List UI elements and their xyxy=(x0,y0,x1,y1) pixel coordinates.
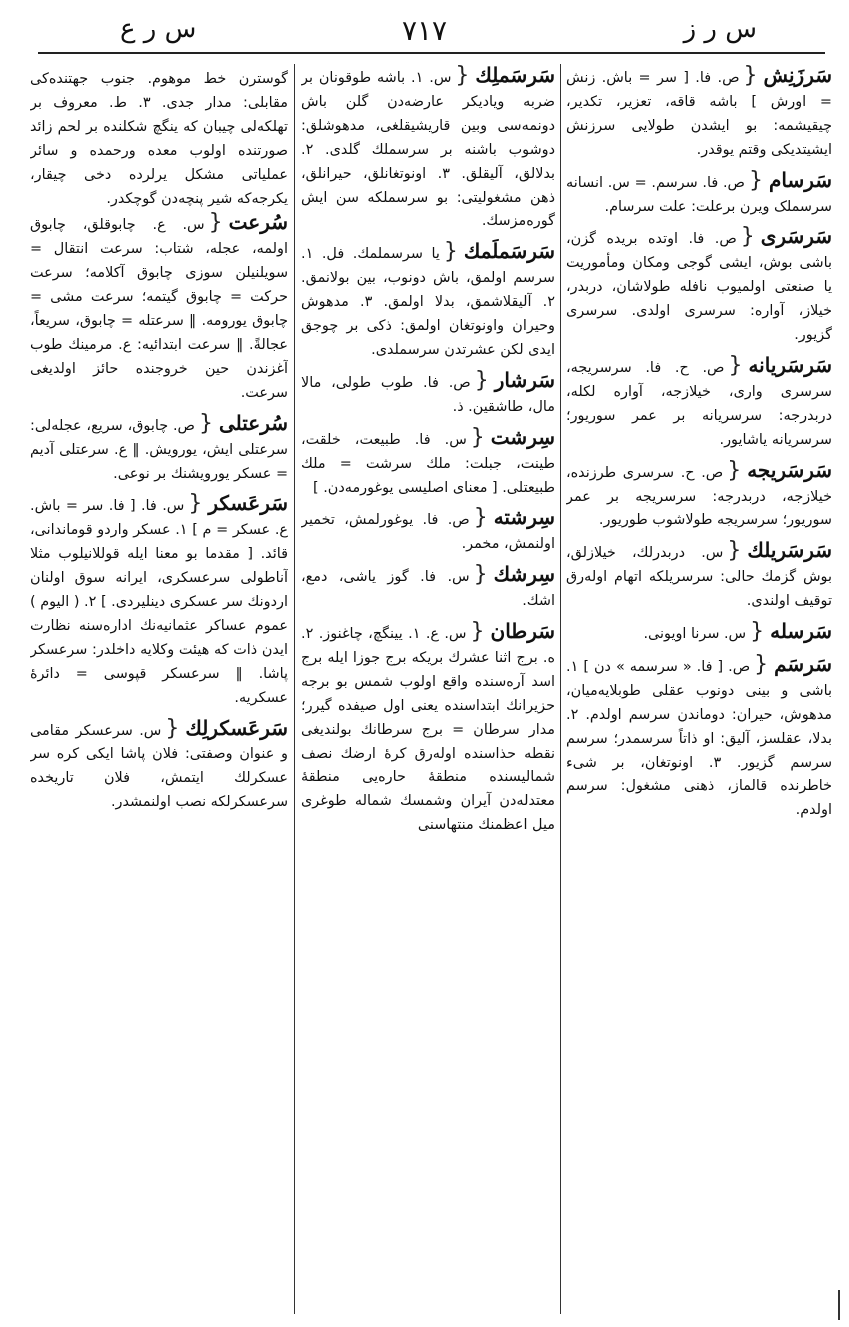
headword: سِرشت xyxy=(490,424,555,449)
brace: { xyxy=(473,562,488,588)
brace: { xyxy=(443,239,458,265)
definition: ص. ح. سرسری طرزنده، خیلازجه، دربدرجه: سرسریجه بر عمر سوریور؛ سرسریجه طولاشوب طوریور. xyxy=(566,464,832,529)
dictionary-entry xyxy=(301,240,555,363)
dictionary-entry xyxy=(301,426,555,501)
brace: { xyxy=(748,167,763,193)
definition: ص. ح. فا. سرسریجه، سرسری واری، خیلازجه، آواره لکله، دربدرجه: سرسریانه بر عمر سوریور؛ سرسریانه یاشایور. xyxy=(566,359,832,448)
page-number: ٧١٧ xyxy=(401,14,448,47)
definition: ص. فا. یوغورلمش، تخمیر اولنمش، مخمر. xyxy=(301,512,555,553)
brace: { xyxy=(208,210,223,236)
brace: { xyxy=(743,64,758,88)
dictionary-entry xyxy=(566,225,832,348)
column-divider xyxy=(294,64,295,1314)
definition: س. سرنا اویونی. xyxy=(643,626,747,643)
definition: س. فا. [ فا. سر = باش. ع. عسکر = م ] ١. عسکر واردو قوماندانی، قائد. [ مقدما بو معنا ایله قوللانیلوب مثلا آناطولی سرعسکری، ایرانه سوق اولنان اردونك سر عسکری دینلیردی. ] ٢. ( الیوم ) عموم عساکر عثمانیه‌نك اداره‌سنه نظارت ایدن ذات که هیئت وکلایه داخلدر: سرعسکر پاشا. ‖ سرعسکر قپوسی = دائرهٔ عسکریه. xyxy=(30,498,288,706)
definition: س. ١. باشه طوقونان بر ضربه ویادیکر عارضه‌دن گلن باش دونمه‌سی وبین قاریشیقلغی، مدهوشلق: دوشوب باشنه بر سرسملك گلدی. ٢. بدلالق، آلیقلق. ٣. اونوتغانلق، حیرانلق، ذهن مشغولیتی: بو سرسملکه سن ایش گوره‌مزسك. xyxy=(301,70,555,230)
definition: ص. فا. سرسم. = س. انسانه سرسملک ویرن برعلت: علت سرسام. xyxy=(566,174,832,215)
headword: سَرسَملَمك xyxy=(463,239,555,264)
column-left xyxy=(30,64,288,1314)
column-divider xyxy=(560,64,561,1314)
headword: سَرشار xyxy=(494,367,555,392)
headword: سَرسَریلك xyxy=(747,538,832,563)
brace: { xyxy=(473,505,488,531)
header-letters-right: س ر ز xyxy=(683,14,757,44)
brace: { xyxy=(165,715,180,741)
dictionary-entry xyxy=(566,169,832,220)
dictionary-entry-continued xyxy=(30,68,288,211)
headword: سَرطان xyxy=(490,619,555,644)
brace: { xyxy=(470,619,485,645)
page-edge-mark xyxy=(838,1290,840,1320)
definition: س. سرعسکر مقامی و عنوان وصفتی: فلان پاشا ایکی کره سر عسکرلك ایتمش، فلان تاریخده سرعسکرلکه نصب اولنمشدر. xyxy=(30,722,288,811)
dictionary-entry xyxy=(566,354,832,453)
dictionary-entry xyxy=(301,64,555,234)
brace: { xyxy=(188,491,203,517)
definition: س. دربدرلك، خیلازلق، بوش گزمك حالی: سرسریلکه اتهام اوله‌رق توقیف اولندی. xyxy=(566,545,832,610)
headword: سَرسله xyxy=(770,619,832,644)
brace: { xyxy=(754,651,769,677)
brace: { xyxy=(474,367,489,393)
headword: سَرعَسکرلِك xyxy=(185,715,288,740)
definition: گوسترن خط موهوم. جنوب جهتنده‌کی مقابلی: مدار جدی. ٣. ط. معروف بر تهلکه‌لی چیبان که ینگچ شکلنده بر لحم زائد صورتنده اولوب معده ورحمده و سائر عملیاتی مشکل یرلرده دخی چیقار، یکرجه‌که شیر پنچه‌دن گوچکدر. xyxy=(30,71,288,207)
definition: س. ع. چابوقلق، چابوق اولمه، عجله، شتاب: سرعت انتقال = سویلنیلن سوزی چابوق آکلامه؛ سرعت حرکت = چابوق گیتمه؛ سرعت مشی = چابوق یورومه. ‖ سرعتله = چابوق، سریعاً، عجالةً. ‖ سرعت ابتدائیه: ع. مرمینك طوب آغزندن حین خروجنده حائز اولدیغی سرعت. xyxy=(30,217,288,401)
dictionary-entry xyxy=(30,412,288,487)
headword: سَرسَملِك xyxy=(475,64,555,87)
dictionary-entry xyxy=(301,620,555,838)
dictionary-entry xyxy=(566,539,832,614)
definition: س. فا. گوز یاشی، دمع، اشك. xyxy=(301,569,555,610)
headword: سِرشك xyxy=(493,562,555,587)
definition: س. فا. طبیعت، خلقت، طینت، جبلت: ملك سرشت = ملك طبیعتلی. [ معنای اصلیسی یوغورمه‌دن. ] xyxy=(301,431,555,496)
column-right xyxy=(566,64,832,1314)
headword: سَرعَسکر xyxy=(208,491,288,516)
dictionary-entry xyxy=(30,211,288,405)
dictionary-entry xyxy=(301,506,555,557)
headword: سَرسَری xyxy=(760,224,832,249)
headword: سَرسَریانه xyxy=(748,352,832,377)
dictionary-entry xyxy=(30,492,288,710)
dictionary-entry xyxy=(301,563,555,614)
dictionary-entry xyxy=(566,653,832,823)
headword: سُرعتلی xyxy=(218,410,288,435)
headword: سَرسَم xyxy=(774,651,832,676)
headword: سَرزَنِش xyxy=(763,64,832,87)
dictionary-entry xyxy=(566,64,832,163)
definition: ص. فا. طوب طولی، مالا مال، طاشقین. ذ. xyxy=(301,374,555,415)
headword: سَرسام xyxy=(768,167,832,192)
brace: { xyxy=(750,619,765,645)
headword: سَرسَریجه xyxy=(747,457,832,482)
definition: ص. فا. اوتده بریده گزن، باشی بوش، ایشی گوجی ومکان ومأموریت یا صنعتی اولمیوب نافله طولاشان، دربدر، خیلاز، آواره: سرسری اولدی. سرسری گزیور. xyxy=(566,231,832,344)
definition: یا سرسملمك. فل. ١. سرسم اولمق، باش دونوب، بین بولانمق. ٢. آلیقلاشمق، بدلا اولمق. ٣. مدهوش وحیران واونوتغان اولمق: ذکی بر چوجق ایدی لکن عشرتدن سرسملدی. xyxy=(301,246,555,358)
dictionary-entry xyxy=(301,369,555,420)
headword: سِرشته xyxy=(493,505,555,530)
definition: ص. فا. [ سر = باش. زنش = اورش ] باشه قاقه، تعزیر، تکدیر، چیقیشمه: بو ایشدن طولایی سرزنش ایشیتدیکی وقتم یوقدر. xyxy=(566,70,832,158)
brace: { xyxy=(455,64,470,88)
dictionary-entry xyxy=(566,459,832,534)
dictionary-entry xyxy=(30,717,288,816)
headword: سُرعت xyxy=(228,210,288,235)
definition: س. ع. ١. یینگچ، چاغنوز. ٢. ه. برج اثنا عشرك بریکه برج جوزا ایله برج اسد آره‌سنده واقع اولوب شمس بو برجه حزیرانك ابتداسنده یعنی اول صیفده گیرر؛ مدار سرطان = برج سرطانك بولندیغی نقطه حذاسنده اوله‌رق کرهٔ ارضك نصف شمالیسنده منطقهٔ حاره‌یی منطقهٔ معتدله‌دن آیران وشمسك شماله طوغری میل اعظمنك منتهاسنی xyxy=(301,626,555,834)
definition: ص. [ فا. « سرسمه » دن ] ١. باشی و بینی دونوب عقلی طوبلایه‌میان، مدهوش، حیران: دوماندن سرسم اولدم. ٢. بدلا، عقلسز، آلیق: او ذاتاً سرسمدر؛ سرسم سرسم گزیور. ٣. اونوتغان، بر شیء خاطرنده قالماز، ذهنی مشغول: سرسم اولدم. xyxy=(566,658,832,819)
header-rule xyxy=(38,52,825,54)
brace: { xyxy=(727,538,742,564)
header-letters-left: س ر ع xyxy=(120,14,197,44)
definition: ص. چابوق، سریع، عجله‌لی: سرعتلی ایش، یورویش. ‖ ع. سرعتلی آدیم = عسکر یورویشنك بر نوعی. xyxy=(30,417,288,482)
brace: { xyxy=(727,457,742,483)
brace: { xyxy=(728,352,743,378)
brace: { xyxy=(198,410,213,436)
brace: { xyxy=(740,224,755,250)
column-middle xyxy=(301,64,555,1314)
brace: { xyxy=(470,424,485,450)
dictionary-entry xyxy=(566,620,832,647)
